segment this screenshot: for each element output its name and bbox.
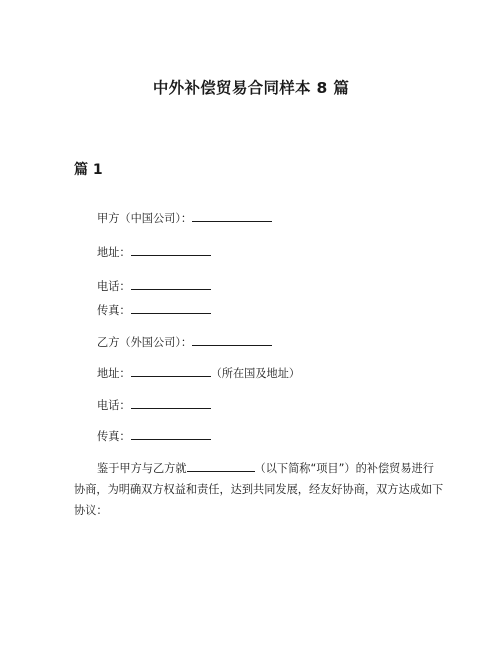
- party-b-address-line: [97, 365, 300, 381]
- party-a-phone-blank: [131, 278, 211, 290]
- party-a-fax-label: 传真：: [97, 304, 131, 317]
- intro-text-part2: （以下简称“项目”）的补偿贸易进行协商，为明确双方权益和责任，达到共同发展，经友好协商，双方达成如下协议：: [74, 462, 444, 517]
- party-b-name-line: [97, 334, 272, 350]
- party-a-name-label: 甲方（中国公司）：: [97, 212, 193, 225]
- document-title: 中外补偿贸易合同样本 8 篇: [152, 79, 350, 97]
- party-a-phone-line: [97, 278, 211, 294]
- party-b-address-blank: [131, 365, 211, 377]
- party-b-name-blank: [192, 334, 272, 346]
- party-a-fax-blank: [131, 302, 211, 314]
- party-a-phone-label: 电话：: [97, 280, 131, 293]
- project-name-blank: [187, 460, 255, 472]
- party-b-address-note: （所在国及地址）: [210, 367, 301, 380]
- party-a-address-blank: [131, 244, 211, 256]
- party-b-address-label: 地址：: [97, 367, 131, 380]
- party-a-address-label: 地址：: [97, 246, 131, 259]
- intro-paragraph: [74, 458, 444, 521]
- intro-text-part1: 鉴于甲方与乙方就: [97, 462, 187, 475]
- party-b-phone-label: 电话：: [97, 399, 131, 412]
- party-a-fax-line: [97, 302, 211, 318]
- party-b-fax-line: [97, 428, 211, 444]
- party-b-phone-blank: [131, 397, 211, 409]
- party-b-name-label: 乙方（外国公司）：: [97, 336, 193, 349]
- party-b-fax-blank: [131, 428, 211, 440]
- party-a-name-blank: [192, 210, 272, 222]
- party-b-fax-label: 传真：: [97, 430, 131, 443]
- party-a-name-line: [97, 210, 272, 226]
- party-b-phone-line: [97, 397, 211, 413]
- section-heading: 篇 1: [74, 162, 103, 178]
- party-a-address-line: [97, 244, 211, 260]
